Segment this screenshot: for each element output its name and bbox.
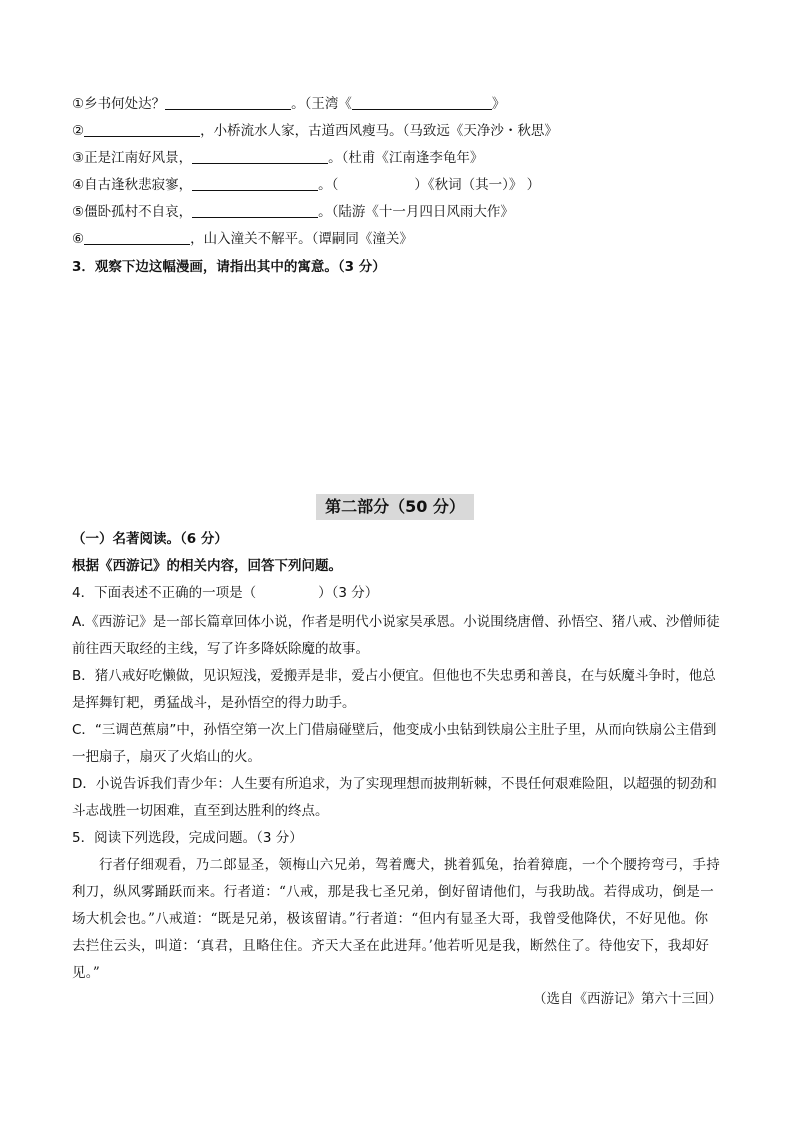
poem-text: 自古逢秋悲寂寥， [84, 177, 193, 193]
answer-blank[interactable] [165, 95, 291, 110]
poem-line-1 [72, 95, 505, 113]
option-a: A.《西游记》是一部长篇章回体小说，作者是明代小说家吴承恩。小说围绕唐僧、孙悟空、猪八戒、沙僧师徒前往西天取经的主线，写了许多降妖除魔的故事。 [72, 614, 720, 657]
answer-blank[interactable] [84, 122, 200, 137]
poem-number: ⑤ [72, 204, 85, 220]
option-d: D．小说告诉我们青少年：人生要有所追求，为了实现理想而披荆斩棘，不畏任何艰难险阻，以超强的韧劲和斗志战胜一切困难，直至到达胜利的终点。 [72, 776, 717, 819]
question-3: 3．观察下边这幅漫画，请指出其中的寓意。（3 分） [72, 259, 386, 275]
poem-text: ，山入潼关不解平。（谭嗣同《潼关》 [190, 231, 413, 247]
poem-source: 。（杜甫《江南逢李龟年》 [328, 150, 484, 166]
poem-text: 乡书何处达？ [84, 96, 166, 112]
question-4 [72, 584, 378, 602]
poem-text: ，小桥流水人家，古道西风瘦马。（马致远《天净沙・秋思》 [200, 123, 558, 139]
part1-instruction: 根据《西游记》的相关内容，回答下列问题。 [72, 558, 342, 574]
answer-blank[interactable] [192, 149, 328, 164]
option-b: B．猪八戒好吃懒做，见识短浅，爱搬弄是非，爱占小便宜。但他也不失忠勇和善良，在与妖魔斗争时，他总是挥舞钉耙，勇猛战斗，是孙悟空的得力助手。 [72, 668, 716, 711]
poem-number: ④ [72, 177, 85, 193]
poem-text: 僵卧孤村不自哀， [84, 204, 193, 220]
poem-number: ① [72, 96, 85, 112]
question-stem: 4．下面表述不正确的一项是（ [72, 585, 257, 601]
answer-blank[interactable] [192, 176, 318, 191]
passage-source: （选自《西游记》第六十三回） [533, 991, 722, 1007]
poem-line-2 [72, 122, 558, 140]
part1-title: （一）名著阅读。（6 分） [72, 531, 228, 547]
question-5: 5．阅读下列选段，完成问题。（3 分） [72, 830, 303, 846]
reading-passage: 行者仔细观看，乃二郎显圣，领梅山六兄弟，驾着鹰犬，挑着狐兔，抬着獐鹿，一个个腰挎弯弓，手持利刀，纵风雾踊跃而来。行者道：“八戒，那是我七圣兄弟，倒好留请他们，与我助战。若得成功，倒是一场大机会也。”八戒道：“既是兄弟，极该留请。”行者道：“但内有显圣大哥，我曾受他降伏，不好见他。你去拦住云头，叫道：‘真君，且略住住。齐天大圣在此进拜。’他若听见是我，断然住了。待他安下，我却好见。” [72, 857, 720, 981]
poem-line-3 [72, 149, 483, 167]
poem-line-5 [72, 203, 514, 221]
poem-line-4 [72, 176, 540, 194]
poem-source-end: ）《秋词（其一）》 ） [414, 177, 541, 193]
section-title: 第二部分（50 分） [316, 494, 474, 520]
poem-source: 。（ [318, 177, 339, 193]
poem-number: ② [72, 123, 85, 139]
poem-source: 。（陆游《十一月四日风雨大作》 [318, 204, 514, 220]
answer-blank[interactable] [352, 95, 492, 110]
question-score: ）（3 分） [318, 585, 379, 601]
answer-blank[interactable] [192, 203, 318, 218]
poem-text: 正是江南好风景， [84, 150, 193, 166]
poem-line-6 [72, 230, 413, 248]
option-c: C．“三调芭蕉扇”中，孙悟空第一次上门借扇碰壁后，他变成小虫钻到铁扇公主肚子里，从而向铁扇公主借到一把扇子，扇灭了火焰山的火。 [72, 722, 717, 765]
poem-number: ③ [72, 150, 85, 166]
answer-blank[interactable] [84, 230, 190, 245]
poem-source: 。（王湾《 [291, 96, 352, 112]
poem-source-end: 》 [491, 96, 506, 112]
poem-number: ⑥ [72, 231, 85, 247]
